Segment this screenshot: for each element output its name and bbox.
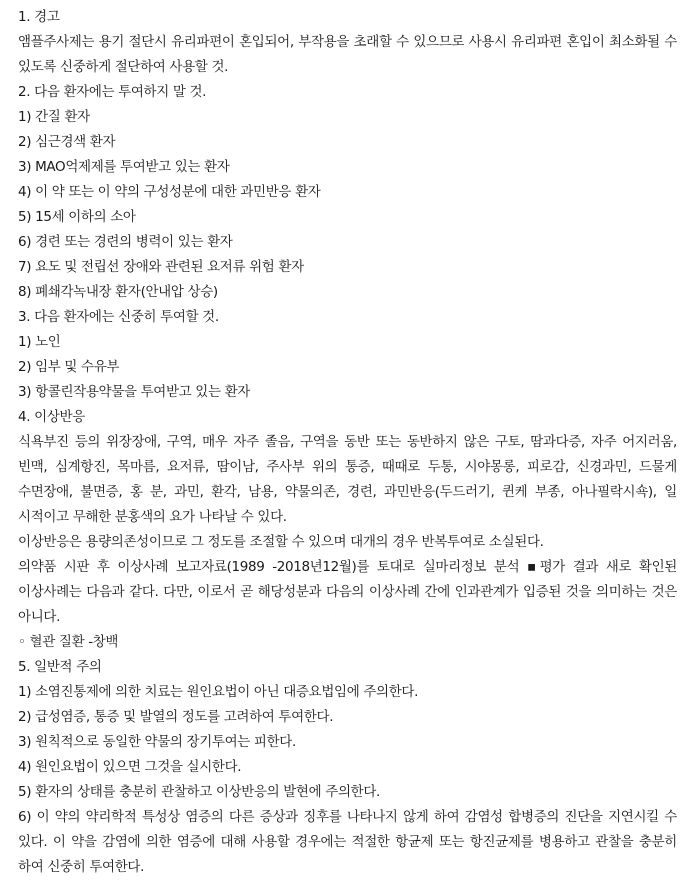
adverse-reactions-note: 이상반응은 용량의존성이므로 그 정도를 조절할 수 있으며 대개의 경우 반복투여로 소실된다.: [18, 534, 544, 550]
section-adverse-reactions-heading: 4. 이상반응: [18, 409, 85, 425]
general-precaution-item: 3) 원칙적으로 동일한 약물의 장기투여는 피한다.: [18, 734, 296, 750]
section-caution-heading: 3. 다음 환자에는 신중히 투여할 것.: [18, 309, 219, 325]
general-precaution-item: 6) 이 약의 약리학적 특성상 염증의 다른 증상과 징후를 나타나지 않게 하여 감염성 합병증의 진단을 지연시킬 수 있다. 이 약을 감염에 의한 염증에 대해 사용할 경우에는 적절한 항균제 또는 항진균제를 병용하고 관찰을 충분히 하여 신중히 투여한다.: [18, 809, 677, 875]
contraindication-item: 2) 심근경색 환자: [18, 134, 116, 150]
warning-text: 앰플주사제는 용기 절단시 유리파편이 혼입되어, 부작용을 초래할 수 있으므로 사용시 유리파편 혼입이 최소화될 수 있도록 신중하게 절단하여 사용할 것.: [18, 34, 677, 75]
contraindication-item: 5) 15세 이하의 소아: [18, 209, 136, 225]
contraindication-item: 3) MAO억제제를 투여받고 있는 환자: [18, 159, 230, 175]
adverse-reactions-text: 식욕부진 등의 위장장애, 구역, 매우 자주 졸음, 구역을 동반 또는 동반하지 않은 구토, 땀과다증, 자주 어지러움, 빈맥, 심계항진, 목마름, 요저류, 땀이남, 주사부 위의 통증, 때때로 두통, 시야몽롱, 피로감, 신경과민, 드물게 수면장애, 불면증, 홍 분, 과민, 환각, 남용, 약물의존, 경련, 과민반응(두드러기, 퀸케 부종, 아나필락시쇽), 일 시적이고 무해한 분홍색의 요가 나타날 수 있다.: [18, 434, 677, 525]
caution-item: 3) 항콜린작용약물을 투여받고 있는 환자: [18, 384, 250, 400]
general-precaution-item: 1) 소염진통제에 의한 치료는 원인요법이 아닌 대증요법임에 주의한다.: [18, 684, 419, 700]
caution-item: 2) 임부 및 수유부: [18, 359, 120, 375]
caution-item: 1) 노인: [18, 334, 61, 350]
general-precaution-item: 2) 급성염증, 통증 및 발열의 정도를 고려하여 투여한다.: [18, 709, 334, 725]
section-general-precautions-heading: 5. 일반적 주의: [18, 659, 102, 675]
general-precaution-item: 4) 원인요법이 있으면 그것을 실시한다.: [18, 759, 242, 775]
contraindication-item: 7) 요도 및 전립선 장애와 관련된 요저류 위험 환자: [18, 259, 304, 275]
vascular-disorder-item: ◦ 혈관 질환 -창백: [18, 634, 119, 650]
section-contraindications-heading: 2. 다음 환자에는 투여하지 말 것.: [18, 84, 207, 100]
general-precaution-item: 5) 환자의 상태를 충분히 관찰하고 이상반응의 발현에 주의한다.: [18, 784, 380, 800]
contraindication-item: 6) 경련 또는 경련의 병력이 있는 환자: [18, 234, 233, 250]
contraindication-item: 1) 간질 환자: [18, 109, 90, 125]
contraindication-item: 4) 이 약 또는 이 약의 구성성분에 대한 과민반응 환자: [18, 184, 321, 200]
section-warning-heading: 1. 경고: [18, 9, 60, 25]
post-marketing-text: 의약품 시판 후 이상사례 보고자료(1989 -2018년12월)를 토대로 실마리정보 분석 ▪평가 결과 새로 확인된 이상사례는 다음과 같다. 다만, 이로서 곧 해당성분과 다음의 이상사례 간에 인과관계가 입증된 것을 의미하는 것은 아니다.: [18, 559, 677, 625]
contraindication-item: 8) 폐쇄각녹내장 환자(안내압 상승): [18, 284, 218, 300]
